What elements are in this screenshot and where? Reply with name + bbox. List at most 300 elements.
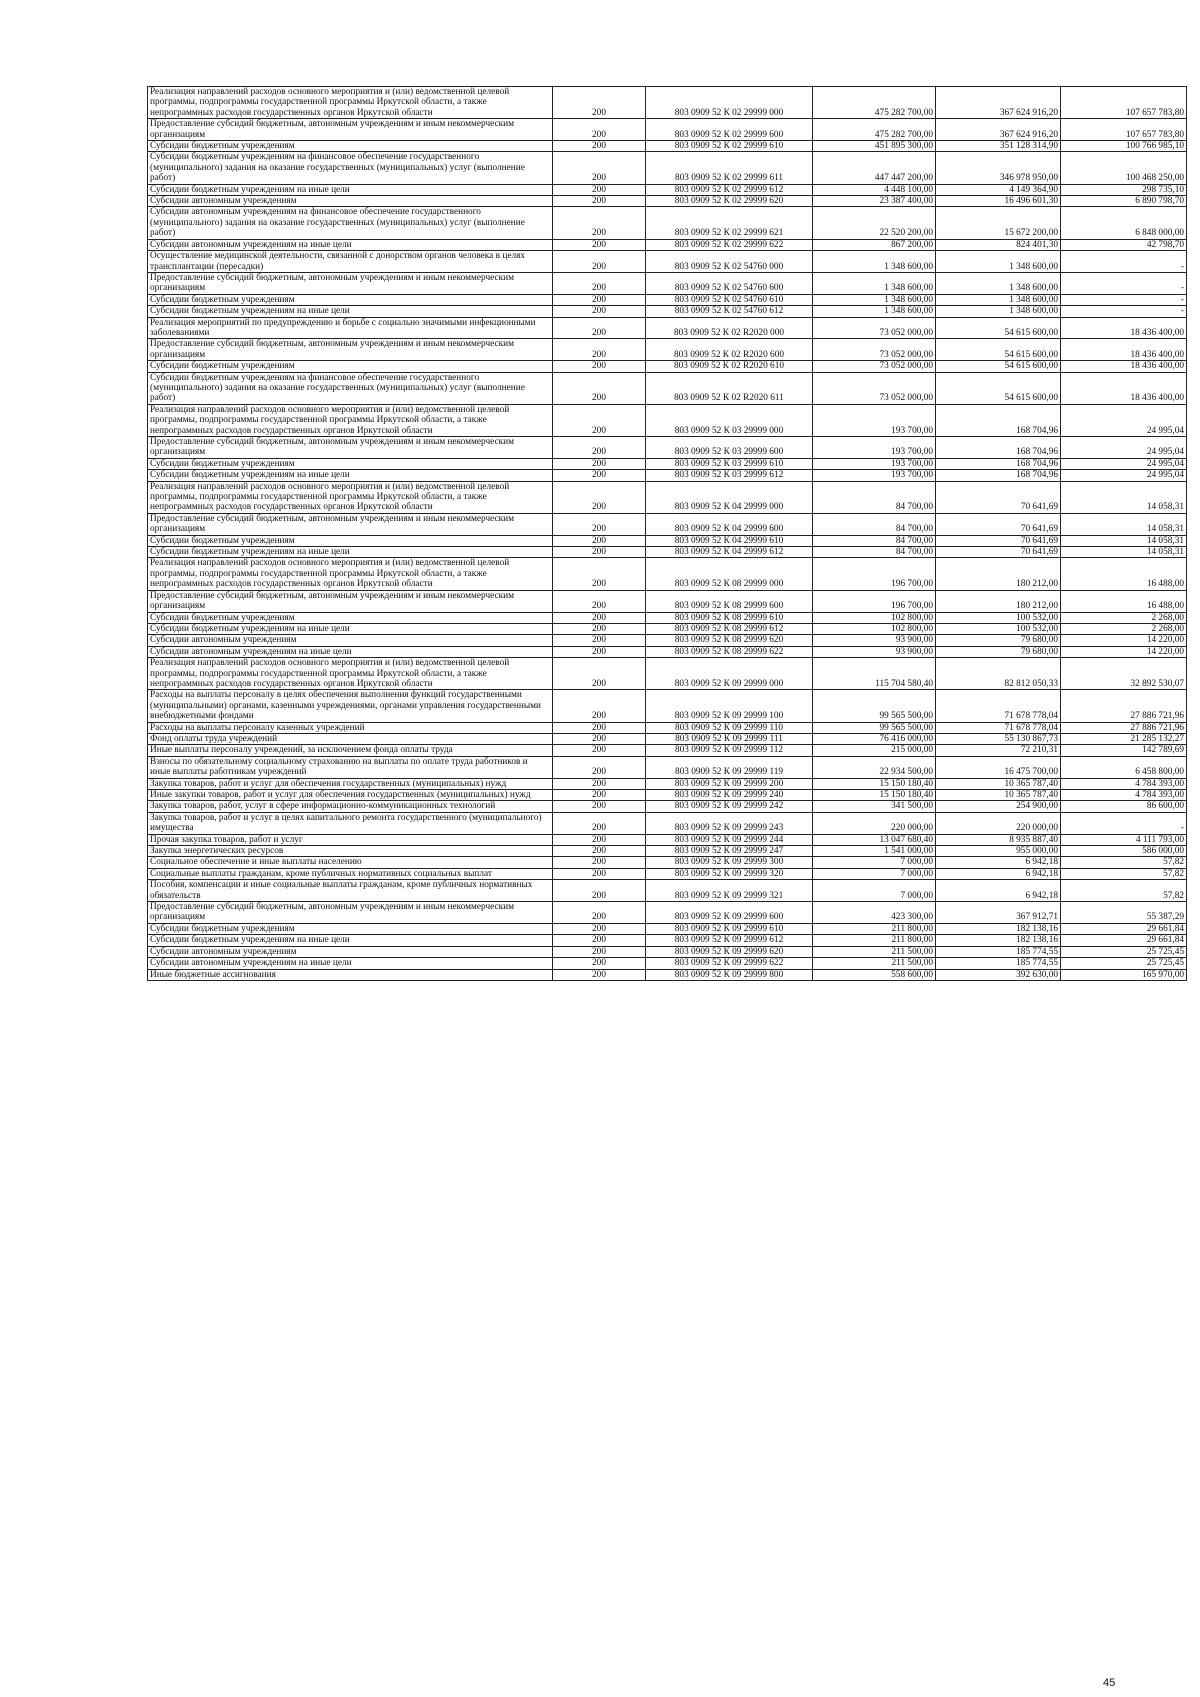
row-remaining-amount: 4 784 393,00	[1061, 790, 1187, 801]
row-remaining-amount: 57,82	[1061, 857, 1187, 868]
row-name: Прочая закупка товаров, работ и услуг	[148, 834, 553, 845]
row-executed-amount: 82 812 050,33	[936, 658, 1061, 690]
row-line-code: 200	[553, 239, 646, 250]
row-budget-code: 803 0909 52 К 03 29999 612	[646, 470, 813, 481]
row-remaining-amount: -	[1061, 272, 1187, 294]
row-remaining-amount: 4 111 793,00	[1061, 834, 1187, 845]
row-name: Расходы на выплаты персоналу в целях обеспечения выполнения функций государственными (муниципальными) органами, казенными учреждениями, органами управления государственными внебюджетными фондами	[148, 690, 553, 722]
row-line-code: 200	[553, 801, 646, 812]
row-planned-amount: 102 800,00	[813, 623, 936, 634]
row-name: Реализация направлений расходов основного мероприятия и (или) ведомственной целевой программы, подпрограммы государственной программы Иркутской области, а также непрограммных расходов государственных органов Иркутской области	[148, 558, 553, 590]
row-line-code: 200	[553, 778, 646, 789]
row-remaining-amount: 86 600,00	[1061, 801, 1187, 812]
row-budget-code: 803 0909 52 К 04 29999 610	[646, 535, 813, 546]
row-planned-amount: 73 052 000,00	[813, 372, 936, 404]
row-name: Субсидии бюджетным учреждениям	[148, 294, 553, 305]
row-executed-amount: 100 532,00	[936, 612, 1061, 623]
row-executed-amount: 6 942,18	[936, 857, 1061, 868]
row-remaining-amount: 100 766 985,10	[1061, 141, 1187, 152]
row-remaining-amount: 27 886 721,96	[1061, 690, 1187, 722]
row-line-code: 200	[553, 846, 646, 857]
row-budget-code: 803 0909 52 К 02 29999 611	[646, 152, 813, 184]
row-executed-amount: 824 401,30	[936, 239, 1061, 250]
row-budget-code: 803 0909 52 К 08 29999 612	[646, 623, 813, 634]
row-line-code: 200	[553, 935, 646, 946]
row-executed-amount: 955 000,00	[936, 846, 1061, 857]
table-row	[148, 745, 1187, 756]
row-name: Закупка энергетических ресурсов	[148, 846, 553, 857]
row-line-code: 200	[553, 756, 646, 778]
row-planned-amount: 193 700,00	[813, 404, 936, 436]
row-executed-amount: 180 212,00	[936, 590, 1061, 612]
row-name: Предоставление субсидий бюджетным, автономным учреждениям и иным некоммерческим организациям	[148, 590, 553, 612]
row-remaining-amount: 24 995,04	[1061, 404, 1187, 436]
row-planned-amount: 447 447 200,00	[813, 152, 936, 184]
row-planned-amount: 15 150 180,40	[813, 778, 936, 789]
row-remaining-amount: 18 436 400,00	[1061, 317, 1187, 339]
row-line-code: 200	[553, 635, 646, 646]
row-budget-code: 803 0909 52 К 02 R2020 610	[646, 361, 813, 372]
row-executed-amount: 8 935 887,40	[936, 834, 1061, 845]
row-executed-amount: 71 678 778,04	[936, 690, 1061, 722]
row-line-code: 200	[553, 880, 646, 902]
row-planned-amount: 84 700,00	[813, 481, 936, 513]
row-executed-amount: 54 615 600,00	[936, 339, 1061, 361]
row-planned-amount: 23 387 400,00	[813, 196, 936, 207]
row-planned-amount: 196 700,00	[813, 590, 936, 612]
row-planned-amount: 4 448 100,00	[813, 184, 936, 195]
table-row	[148, 969, 1187, 980]
row-executed-amount: 70 641,69	[936, 547, 1061, 558]
row-remaining-amount: 29 661,84	[1061, 923, 1187, 934]
row-line-code: 200	[553, 590, 646, 612]
row-line-code: 200	[553, 790, 646, 801]
row-executed-amount: 15 672 200,00	[936, 207, 1061, 239]
row-name: Субсидии бюджетным учреждениям	[148, 923, 553, 934]
row-name: Субсидии бюджетным учреждениям	[148, 535, 553, 546]
row-executed-amount: 54 615 600,00	[936, 372, 1061, 404]
page-number: 45	[1103, 1677, 1116, 1689]
row-remaining-amount: -	[1061, 251, 1187, 273]
row-executed-amount: 367 624 916,20	[936, 87, 1061, 119]
row-executed-amount: 168 704,96	[936, 470, 1061, 481]
row-planned-amount: 73 052 000,00	[813, 317, 936, 339]
row-executed-amount: 54 615 600,00	[936, 361, 1061, 372]
row-planned-amount: 211 800,00	[813, 935, 936, 946]
row-name: Субсидии бюджетным учреждениям на иные цели	[148, 935, 553, 946]
table-row	[148, 339, 1187, 361]
row-budget-code: 803 0909 52 К 09 29999 320	[646, 868, 813, 879]
row-budget-code: 803 0909 52 К 09 29999 244	[646, 834, 813, 845]
row-remaining-amount: 25 725,45	[1061, 946, 1187, 957]
row-planned-amount: 475 282 700,00	[813, 87, 936, 119]
budget-table-body	[148, 87, 1187, 981]
row-planned-amount: 84 700,00	[813, 547, 936, 558]
row-budget-code: 803 0909 52 К 09 29999 119	[646, 756, 813, 778]
row-name: Субсидии автономным учреждениям	[148, 635, 553, 646]
row-name: Социальные выплаты гражданам, кроме публичных нормативных социальных выплат	[148, 868, 553, 879]
row-name: Фонд оплаты труда учреждений	[148, 733, 553, 744]
row-budget-code: 803 0909 52 К 09 29999 242	[646, 801, 813, 812]
row-budget-code: 803 0909 52 К 04 29999 612	[646, 547, 813, 558]
row-name: Субсидии бюджетным учреждениям	[148, 141, 553, 152]
row-budget-code: 803 0909 52 К 08 29999 620	[646, 635, 813, 646]
row-remaining-amount: 16 488,00	[1061, 558, 1187, 590]
row-name: Социальное обеспечение и иные выплаты населению	[148, 857, 553, 868]
row-line-code: 200	[553, 969, 646, 980]
row-remaining-amount: 14 058,31	[1061, 481, 1187, 513]
row-name: Осуществление медицинской деятельности, связанной с донорством органов человека в целях трансплантации (пересадки)	[148, 251, 553, 273]
row-executed-amount: 168 704,96	[936, 404, 1061, 436]
row-remaining-amount: -	[1061, 306, 1187, 317]
row-planned-amount: 193 700,00	[813, 437, 936, 459]
row-budget-code: 803 0909 52 К 02 54760 000	[646, 251, 813, 273]
row-name: Расходы на выплаты персоналу казенных учреждений	[148, 722, 553, 733]
table-row	[148, 404, 1187, 436]
table-row	[148, 317, 1187, 339]
row-executed-amount: 10 365 787,40	[936, 778, 1061, 789]
table-row	[148, 272, 1187, 294]
row-planned-amount: 451 895 300,00	[813, 141, 936, 152]
row-line-code: 200	[553, 733, 646, 744]
row-planned-amount: 211 800,00	[813, 923, 936, 934]
table-row	[148, 184, 1187, 195]
row-name: Пособия, компенсации и иные социальные выплаты гражданам, кроме публичных нормативных обязательств	[148, 880, 553, 902]
row-budget-code: 803 0909 52 К 02 29999 621	[646, 207, 813, 239]
row-executed-amount: 182 138,16	[936, 923, 1061, 934]
row-line-code: 200	[553, 339, 646, 361]
row-planned-amount: 73 052 000,00	[813, 361, 936, 372]
row-name: Субсидии бюджетным учреждениям на иные цели	[148, 623, 553, 634]
row-remaining-amount: 142 789,69	[1061, 745, 1187, 756]
row-remaining-amount: 14 220,00	[1061, 646, 1187, 657]
row-executed-amount: 10 365 787,40	[936, 790, 1061, 801]
row-planned-amount: 341 500,00	[813, 801, 936, 812]
row-executed-amount: 367 624 916,20	[936, 119, 1061, 141]
row-remaining-amount: 57,82	[1061, 880, 1187, 902]
row-budget-code: 803 0909 52 К 09 29999 622	[646, 958, 813, 969]
row-planned-amount: 13 047 680,40	[813, 834, 936, 845]
table-row	[148, 251, 1187, 273]
table-row	[148, 547, 1187, 558]
row-executed-amount: 180 212,00	[936, 558, 1061, 590]
table-row	[148, 690, 1187, 722]
row-name: Субсидии бюджетным учреждениям	[148, 361, 553, 372]
budget-execution-table	[147, 86, 1187, 981]
row-planned-amount: 475 282 700,00	[813, 119, 936, 141]
row-executed-amount: 71 678 778,04	[936, 722, 1061, 733]
table-row	[148, 141, 1187, 152]
row-line-code: 200	[553, 745, 646, 756]
row-remaining-amount: -	[1061, 812, 1187, 834]
row-line-code: 200	[553, 141, 646, 152]
row-remaining-amount: 586 000,00	[1061, 846, 1187, 857]
row-executed-amount: 70 641,69	[936, 481, 1061, 513]
table-row	[148, 935, 1187, 946]
row-name: Субсидии бюджетным учреждениям	[148, 612, 553, 623]
row-name: Субсидии автономным учреждениям на иные цели	[148, 646, 553, 657]
row-planned-amount: 1 348 600,00	[813, 251, 936, 273]
table-row	[148, 119, 1187, 141]
row-remaining-amount: 14 058,31	[1061, 535, 1187, 546]
row-name: Предоставление субсидий бюджетным, автономным учреждениям и иным некоммерческим организациям	[148, 339, 553, 361]
row-name: Закупка товаров, работ, услуг в сфере информационно-коммуникационных технологий	[148, 801, 553, 812]
row-executed-amount: 1 348 600,00	[936, 251, 1061, 273]
row-planned-amount: 7 000,00	[813, 868, 936, 879]
row-name: Предоставление субсидий бюджетным, автономным учреждениям и иным некоммерческим организациям	[148, 902, 553, 924]
row-budget-code: 803 0909 52 К 08 29999 000	[646, 558, 813, 590]
row-planned-amount: 76 416 000,00	[813, 733, 936, 744]
row-name: Субсидии автономным учреждениям	[148, 196, 553, 207]
row-line-code: 200	[553, 361, 646, 372]
row-executed-amount: 1 348 600,00	[936, 306, 1061, 317]
row-line-code: 200	[553, 812, 646, 834]
row-budget-code: 803 0909 52 К 09 29999 240	[646, 790, 813, 801]
row-name: Субсидии бюджетным учреждениям на иные цели	[148, 470, 553, 481]
row-executed-amount: 1 348 600,00	[936, 294, 1061, 305]
row-name: Реализация мероприятий по предупреждению и борьбе с социально значимыми инфекционными заболеваниями	[148, 317, 553, 339]
table-row	[148, 437, 1187, 459]
row-budget-code: 803 0909 52 К 09 29999 610	[646, 923, 813, 934]
table-row	[148, 658, 1187, 690]
row-name: Реализация направлений расходов основного мероприятия и (или) ведомственной целевой программы, подпрограммы государственной программы Иркутской области, а также непрограммных расходов государственных органов Иркутской области	[148, 481, 553, 513]
row-name: Предоставление субсидий бюджетным, автономным учреждениям и иным некоммерческим организациям	[148, 119, 553, 141]
row-budget-code: 803 0909 52 К 09 29999 111	[646, 733, 813, 744]
row-executed-amount: 351 128 314,90	[936, 141, 1061, 152]
table-row	[148, 880, 1187, 902]
row-remaining-amount: 2 268,00	[1061, 612, 1187, 623]
row-budget-code: 803 0909 52 К 09 29999 612	[646, 935, 813, 946]
row-line-code: 200	[553, 722, 646, 733]
row-planned-amount: 22 934 500,00	[813, 756, 936, 778]
row-line-code: 200	[553, 317, 646, 339]
row-executed-amount: 55 130 867,73	[936, 733, 1061, 744]
row-name: Реализация направлений расходов основного мероприятия и (или) ведомственной целевой программы, подпрограммы государственной программы Иркутской области, а также непрограммных расходов государственных органов Иркутской области	[148, 87, 553, 119]
budget-table-container	[147, 86, 1184, 981]
row-planned-amount: 99 565 500,00	[813, 722, 936, 733]
row-name: Иные закупки товаров, работ и услуг для обеспечения государственных (муниципальных) нужд	[148, 790, 553, 801]
table-row	[148, 612, 1187, 623]
row-remaining-amount: 18 436 400,00	[1061, 339, 1187, 361]
row-name: Предоставление субсидий бюджетным, автономным учреждениям и иным некоммерческим организациям	[148, 437, 553, 459]
table-row	[148, 722, 1187, 733]
table-row	[148, 458, 1187, 469]
row-budget-code: 803 0909 52 К 09 29999 112	[646, 745, 813, 756]
row-line-code: 200	[553, 902, 646, 924]
row-budget-code: 803 0909 52 К 09 29999 247	[646, 846, 813, 857]
row-executed-amount: 392 630,00	[936, 969, 1061, 980]
row-name: Предоставление субсидий бюджетным, автономным учреждениям и иным некоммерческим организациям	[148, 272, 553, 294]
row-name: Субсидии бюджетным учреждениям	[148, 458, 553, 469]
table-row	[148, 207, 1187, 239]
row-budget-code: 803 0909 52 К 09 29999 800	[646, 969, 813, 980]
row-name: Субсидии бюджетным учреждениям на иные цели	[148, 184, 553, 195]
row-executed-amount: 367 912,71	[936, 902, 1061, 924]
table-row	[148, 902, 1187, 924]
table-row	[148, 790, 1187, 801]
row-planned-amount: 1 541 000,00	[813, 846, 936, 857]
row-executed-amount: 16 475 700,00	[936, 756, 1061, 778]
row-remaining-amount: -	[1061, 294, 1187, 305]
row-name: Субсидии автономным учреждениям на финансовое обеспечение государственного (муниципального) задания на оказание государственных (муниципальных) услуг (выполнение работ)	[148, 207, 553, 239]
row-line-code: 200	[553, 87, 646, 119]
row-budget-code: 803 0909 52 К 03 29999 000	[646, 404, 813, 436]
row-executed-amount: 254 900,00	[936, 801, 1061, 812]
row-line-code: 200	[553, 646, 646, 657]
row-planned-amount: 84 700,00	[813, 513, 936, 535]
row-planned-amount: 15 150 180,40	[813, 790, 936, 801]
row-budget-code: 803 0909 52 К 03 29999 600	[646, 437, 813, 459]
row-budget-code: 803 0909 52 К 08 29999 610	[646, 612, 813, 623]
table-row	[148, 481, 1187, 513]
row-planned-amount: 215 000,00	[813, 745, 936, 756]
row-planned-amount: 867 200,00	[813, 239, 936, 250]
table-row	[148, 294, 1187, 305]
row-planned-amount: 7 000,00	[813, 880, 936, 902]
row-remaining-amount: 2 268,00	[1061, 623, 1187, 634]
row-planned-amount: 193 700,00	[813, 458, 936, 469]
row-remaining-amount: 42 798,70	[1061, 239, 1187, 250]
row-planned-amount: 1 348 600,00	[813, 272, 936, 294]
row-line-code: 200	[553, 470, 646, 481]
row-remaining-amount: 4 784 393,00	[1061, 778, 1187, 789]
row-budget-code: 803 0909 52 К 09 29999 321	[646, 880, 813, 902]
table-row	[148, 846, 1187, 857]
row-line-code: 200	[553, 251, 646, 273]
row-budget-code: 803 0909 52 К 04 29999 000	[646, 481, 813, 513]
row-budget-code: 803 0909 52 К 09 29999 200	[646, 778, 813, 789]
row-budget-code: 803 0909 52 К 09 29999 600	[646, 902, 813, 924]
row-line-code: 200	[553, 437, 646, 459]
row-executed-amount: 100 532,00	[936, 623, 1061, 634]
row-line-code: 200	[553, 372, 646, 404]
row-line-code: 200	[553, 958, 646, 969]
row-line-code: 200	[553, 272, 646, 294]
row-remaining-amount: 107 657 783,80	[1061, 87, 1187, 119]
row-remaining-amount: 24 995,04	[1061, 470, 1187, 481]
row-remaining-amount: 21 285 132,27	[1061, 733, 1187, 744]
row-remaining-amount: 29 661,84	[1061, 935, 1187, 946]
row-executed-amount: 70 641,69	[936, 535, 1061, 546]
row-line-code: 200	[553, 481, 646, 513]
row-line-code: 200	[553, 306, 646, 317]
row-executed-amount: 16 496 601,30	[936, 196, 1061, 207]
row-planned-amount: 115 704 580,40	[813, 658, 936, 690]
row-executed-amount: 185 774,55	[936, 958, 1061, 969]
row-line-code: 200	[553, 458, 646, 469]
row-name: Иные выплаты персоналу учреждений, за исключением фонда оплаты труда	[148, 745, 553, 756]
row-remaining-amount: 6 848 000,00	[1061, 207, 1187, 239]
row-line-code: 200	[553, 152, 646, 184]
row-line-code: 200	[553, 923, 646, 934]
row-remaining-amount: 55 387,29	[1061, 902, 1187, 924]
row-budget-code: 803 0909 52 К 02 R2020 000	[646, 317, 813, 339]
row-executed-amount: 168 704,96	[936, 458, 1061, 469]
row-name: Закупка товаров, работ и услуг для обеспечения государственных (муниципальных) нужд	[148, 778, 553, 789]
row-name: Субсидии бюджетным учреждениям на финансовое обеспечение государственного (муниципального) задания на оказание государственных (муниципальных) услуг (выполнение работ)	[148, 152, 553, 184]
row-line-code: 200	[553, 207, 646, 239]
row-line-code: 200	[553, 834, 646, 845]
row-line-code: 200	[553, 119, 646, 141]
row-planned-amount: 93 900,00	[813, 646, 936, 657]
row-remaining-amount: 107 657 783,80	[1061, 119, 1187, 141]
row-line-code: 200	[553, 513, 646, 535]
row-remaining-amount: 16 488,00	[1061, 590, 1187, 612]
row-planned-amount: 1 348 600,00	[813, 306, 936, 317]
row-planned-amount: 558 600,00	[813, 969, 936, 980]
row-planned-amount: 84 700,00	[813, 535, 936, 546]
row-budget-code: 803 0909 52 К 02 54760 600	[646, 272, 813, 294]
row-remaining-amount: 298 735,10	[1061, 184, 1187, 195]
row-planned-amount: 22 520 200,00	[813, 207, 936, 239]
row-executed-amount: 346 978 950,00	[936, 152, 1061, 184]
row-name: Субсидии бюджетным учреждениям на финансовое обеспечение государственного (муниципального) задания на оказание государственных (муниципальных) услуг (выполнение работ)	[148, 372, 553, 404]
row-name: Субсидии бюджетным учреждениям на иные цели	[148, 306, 553, 317]
table-row	[148, 868, 1187, 879]
row-planned-amount: 93 900,00	[813, 635, 936, 646]
table-row	[148, 590, 1187, 612]
table-row	[148, 801, 1187, 812]
row-budget-code: 803 0909 52 К 02 R2020 600	[646, 339, 813, 361]
row-line-code: 200	[553, 196, 646, 207]
row-remaining-amount: 14 058,31	[1061, 513, 1187, 535]
row-budget-code: 803 0909 52 К 09 29999 620	[646, 946, 813, 957]
table-row	[148, 535, 1187, 546]
row-budget-code: 803 0909 52 К 09 29999 300	[646, 857, 813, 868]
row-remaining-amount: 27 886 721,96	[1061, 722, 1187, 733]
table-row	[148, 361, 1187, 372]
row-line-code: 200	[553, 535, 646, 546]
row-executed-amount: 185 774,55	[936, 946, 1061, 957]
table-row	[148, 239, 1187, 250]
table-row	[148, 87, 1187, 119]
row-planned-amount: 1 348 600,00	[813, 294, 936, 305]
row-name: Субсидии автономным учреждениям на иные цели	[148, 239, 553, 250]
table-row	[148, 812, 1187, 834]
table-row	[148, 923, 1187, 934]
row-name: Субсидии автономным учреждениям	[148, 946, 553, 957]
row-budget-code: 803 0909 52 К 02 54760 610	[646, 294, 813, 305]
table-row	[148, 958, 1187, 969]
row-remaining-amount: 6 458 800,00	[1061, 756, 1187, 778]
table-row	[148, 778, 1187, 789]
row-planned-amount: 196 700,00	[813, 558, 936, 590]
row-executed-amount: 182 138,16	[936, 935, 1061, 946]
row-name: Предоставление субсидий бюджетным, автономным учреждениям и иным некоммерческим организациям	[148, 513, 553, 535]
row-budget-code: 803 0909 52 К 02 54760 612	[646, 306, 813, 317]
row-line-code: 200	[553, 404, 646, 436]
row-line-code: 200	[553, 623, 646, 634]
row-executed-amount: 6 942,18	[936, 880, 1061, 902]
row-name: Взносы по обязательному социальному страхованию на выплаты по оплате труда работников и иные выплаты работникам учреждений	[148, 756, 553, 778]
row-budget-code: 803 0909 52 К 09 29999 110	[646, 722, 813, 733]
row-remaining-amount: 57,82	[1061, 868, 1187, 879]
row-line-code: 200	[553, 547, 646, 558]
row-line-code: 200	[553, 294, 646, 305]
row-remaining-amount: 165 970,00	[1061, 969, 1187, 980]
row-planned-amount: 193 700,00	[813, 470, 936, 481]
table-row	[148, 623, 1187, 634]
table-row	[148, 733, 1187, 744]
row-remaining-amount: 18 436 400,00	[1061, 361, 1187, 372]
row-remaining-amount: 18 436 400,00	[1061, 372, 1187, 404]
row-executed-amount: 220 000,00	[936, 812, 1061, 834]
row-name: Реализация направлений расходов основного мероприятия и (или) ведомственной целевой программы, подпрограммы государственной программы Иркутской области, а также непрограммных расходов государственных органов Иркутской области	[148, 404, 553, 436]
row-name: Реализация направлений расходов основного мероприятия и (или) ведомственной целевой программы, подпрограммы государственной программы Иркутской области, а также непрограммных расходов государственных органов Иркутской области	[148, 658, 553, 690]
table-row	[148, 470, 1187, 481]
row-line-code: 200	[553, 558, 646, 590]
row-remaining-amount: 14 220,00	[1061, 635, 1187, 646]
